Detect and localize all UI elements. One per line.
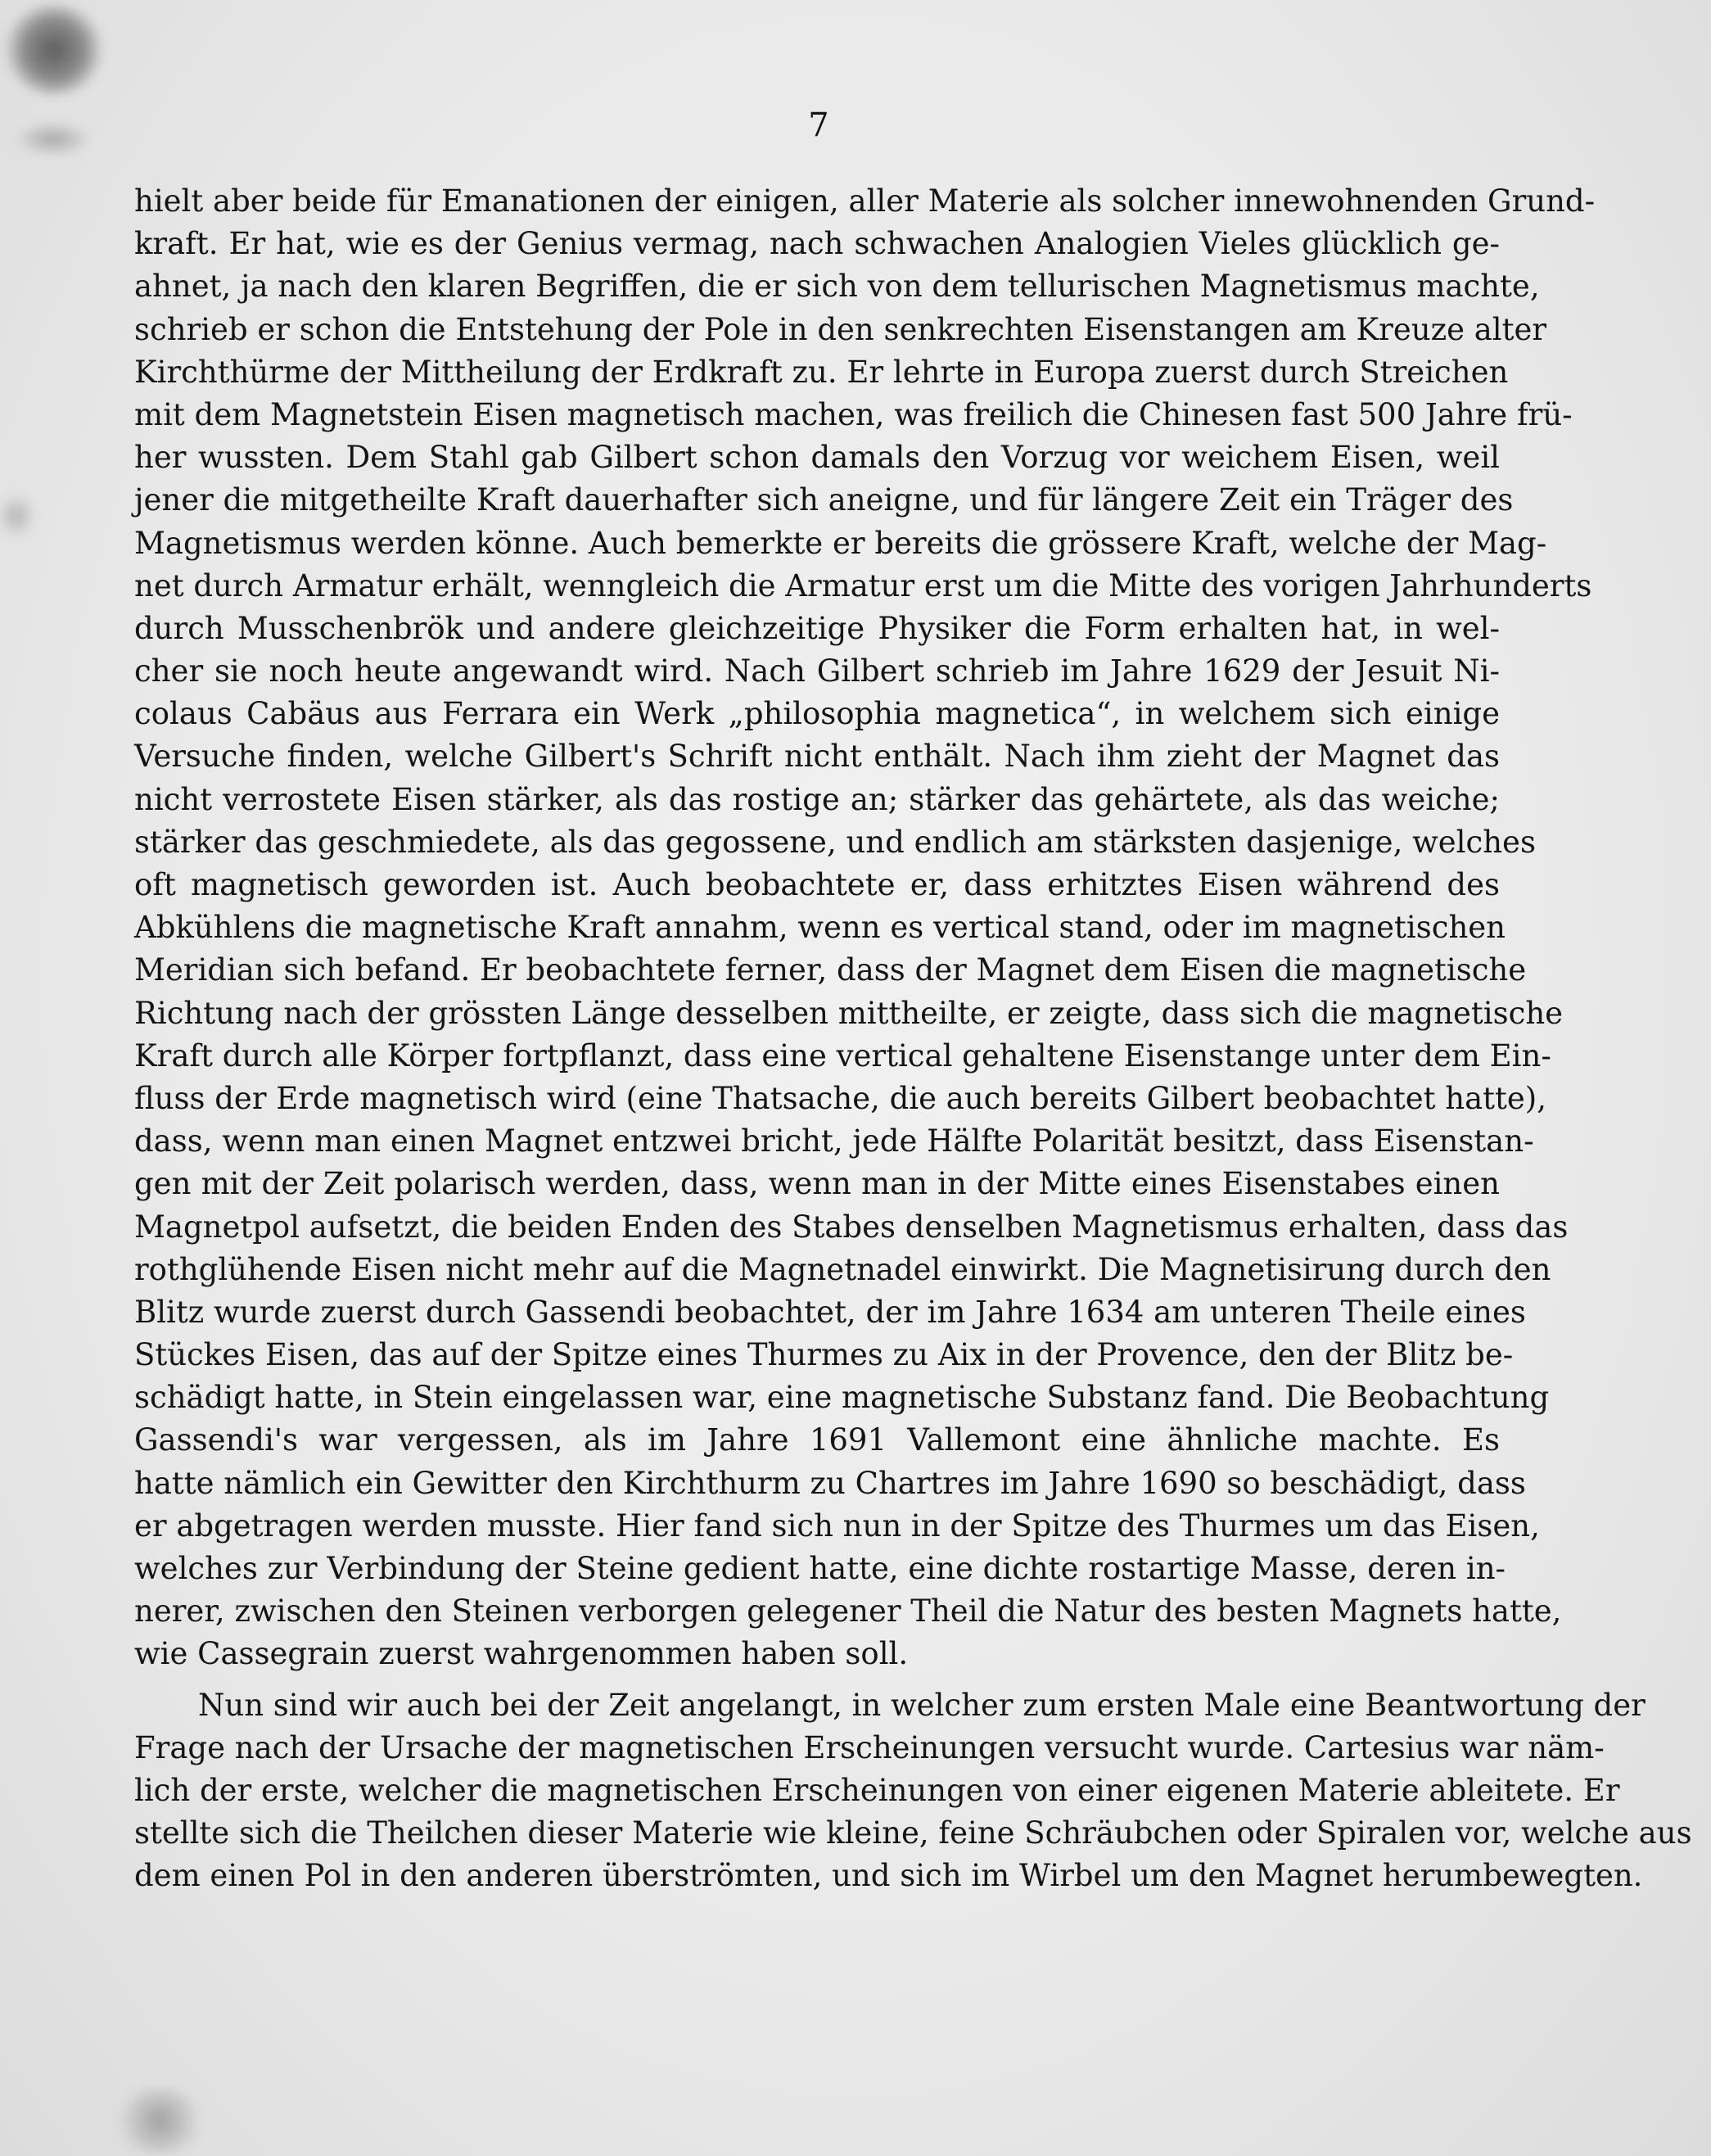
text-line: Kirchthürme der Mittheilung der Erdkraft zu. Er lehrte in Europa zuerst durch Streichen bbox=[134, 354, 1509, 390]
text-line: Nun sind wir auch bei der Zeit angelangt, in welcher zum ersten Male eine Beantwortung der bbox=[198, 1687, 1646, 1723]
text-line: dem einen Pol in den anderen überströmten, und sich im Wirbel um den Magnet herumbewegten. bbox=[134, 1858, 1643, 1894]
text-line: colaus Cabäus aus Ferrara ein Werk „philosophia magnetica“, in welchem sich einige bbox=[134, 696, 1500, 732]
text-line: Blitz wurde zuerst durch Gassendi beobachtet, der im Jahre 1634 am unteren Theile eines bbox=[134, 1294, 1526, 1330]
text-line: Magnetpol aufsetzt, die beiden Enden des Stabes denselben Magnetismus erhalten, dass das bbox=[134, 1209, 1569, 1245]
text-line: durch Musschenbrök und andere gleichzeitige Physiker die Form erhalten hat, in wel- bbox=[134, 610, 1500, 646]
text-line: wie Cassegrain zuerst wahrgenommen haben soll. bbox=[134, 1636, 909, 1672]
text-line: Abkühlens die magnetische Kraft annahm, wenn es vertical stand, oder im magnetischen bbox=[134, 910, 1506, 946]
text-line: oft magnetisch geworden ist. Auch beobachtete er, dass erhitztes Eisen während des bbox=[134, 867, 1500, 902]
text-line: mit dem Magnetstein Eisen magnetisch machen, was freilich die Chinesen fast 500 Jahre frü- bbox=[134, 396, 1573, 432]
text-line: Meridian sich befand. Er beobachtete ferner, dass der Magnet dem Eisen die magnetische bbox=[134, 952, 1527, 988]
text-line: Magnetismus werden könne. Auch bemerkte er bereits die grössere Kraft, welche der Mag- bbox=[134, 525, 1547, 561]
text-line: fluss der Erde magnetisch wird (eine Thatsache, die auch bereits Gilbert beobachtet hatte), bbox=[134, 1080, 1546, 1116]
text-line: Kraft durch alle Körper fortpflanzt, dass eine vertical gehaltene Eisenstange unter dem Ein- bbox=[134, 1037, 1551, 1073]
ink-smudge bbox=[115, 2088, 205, 2154]
paragraph bbox=[134, 180, 1596, 1676]
text-line: gen mit der Zeit polarisch werden, dass, wenn man in der Mitte eines Eisenstabes einen bbox=[134, 1166, 1500, 1202]
text-line: Versuche finden, welche Gilbert's Schrift nicht enthält. Nach ihm zieht der Magnet das bbox=[134, 739, 1500, 775]
text-line: ahnet, ja nach den klaren Begriffen, die er sich von dem tellurischen Magnetismus machte, bbox=[134, 269, 1540, 305]
text-line: nicht verrostete Eisen stärker, als das rostige an; stärker das gehärtete, als das weiche; bbox=[134, 781, 1500, 817]
text-line: stärker das geschmiedete, als das gegossene, und endlich am stärksten dasjenige, welches bbox=[134, 824, 1536, 860]
text-line: cher sie noch heute angewandt wird. Nach Gilbert schrieb im Jahre 1629 der Jesuit Ni- bbox=[134, 653, 1500, 689]
text-line: welches zur Verbindung der Steine gedient hatte, eine dichte rostartige Masse, deren in- bbox=[134, 1551, 1506, 1586]
page-number: 7 bbox=[808, 106, 829, 144]
text-line: er abgetragen werden musste. Hier fand sich nun in der Spitze des Thurmes um das Eisen, bbox=[134, 1507, 1540, 1544]
text-line: schädigt hatte, in Stein eingelassen war, eine magnetische Substanz fand. Die Beobachtung bbox=[134, 1380, 1550, 1416]
text-line: hielt aber beide für Emanationen der einigen, aller Materie als solcher innewohnenden Grund- bbox=[134, 183, 1596, 219]
body-text bbox=[134, 180, 1692, 1898]
paragraph bbox=[134, 1684, 1692, 1898]
text-line: net durch Armatur erhält, wenngleich die Armatur erst um die Mitte des vorigen Jahrhunderts bbox=[134, 567, 1592, 603]
text-line: Gassendi's war vergessen, als im Jahre 1691 Vallemont eine ähnliche machte. Es bbox=[134, 1422, 1500, 1458]
text-line: Frage nach der Ursache der magnetischen Erscheinungen versucht wurde. Cartesius war näm- bbox=[134, 1729, 1605, 1765]
text-line: kraft. Er hat, wie es der Genius vermag, nach schwachen Analogien Vieles glücklich ge- bbox=[134, 226, 1500, 262]
text-line: Stückes Eisen, das auf der Spitze eines Thurmes zu Aix in der Provence, den der Blitz be- bbox=[134, 1337, 1514, 1373]
ink-smudge bbox=[5, 5, 103, 95]
ink-smudge bbox=[16, 123, 90, 156]
text-line: stellte sich die Theilchen dieser Materie wie kleine, feine Schräubchen oder Spiralen vor, welche aus bbox=[134, 1815, 1692, 1851]
text-line: lich der erste, welcher die magnetischen Erscheinungen von einer eigenen Materie ableitete. Er bbox=[134, 1772, 1620, 1808]
text-line: dass, wenn man einen Magnet entzwei bricht, jede Hälfte Polarität besitzt, dass Eisenstan- bbox=[134, 1123, 1534, 1159]
ink-smudge bbox=[0, 491, 33, 540]
text-line: her wussten. Dem Stahl gab Gilbert schon damals den Vorzug vor weichem Eisen, weil bbox=[134, 440, 1500, 476]
text-line: Richtung nach der grössten Länge desselben mittheilte, er zeigte, dass sich die magnetische bbox=[134, 995, 1564, 1031]
text-line: jener die mitgetheilte Kraft dauerhafter sich aneigne, und für längere Zeit ein Träger des bbox=[134, 482, 1514, 518]
text-line: hatte nämlich ein Gewitter den Kirchthurm zu Chartres im Jahre 1690 so beschädigt, dass bbox=[134, 1465, 1526, 1501]
paragraph-spacer bbox=[134, 1676, 1500, 1684]
text-line: nerer, zwischen den Steinen verborgen gelegener Theil die Natur des besten Magnets hatte, bbox=[134, 1593, 1562, 1629]
text-line: schrieb er schon die Entstehung der Pole in den senkrechten Eisenstangen am Kreuze alter bbox=[134, 311, 1547, 347]
text-line: rothglühende Eisen nicht mehr auf die Magnetnadel einwirkt. Die Magnetisirung durch den bbox=[134, 1251, 1551, 1287]
